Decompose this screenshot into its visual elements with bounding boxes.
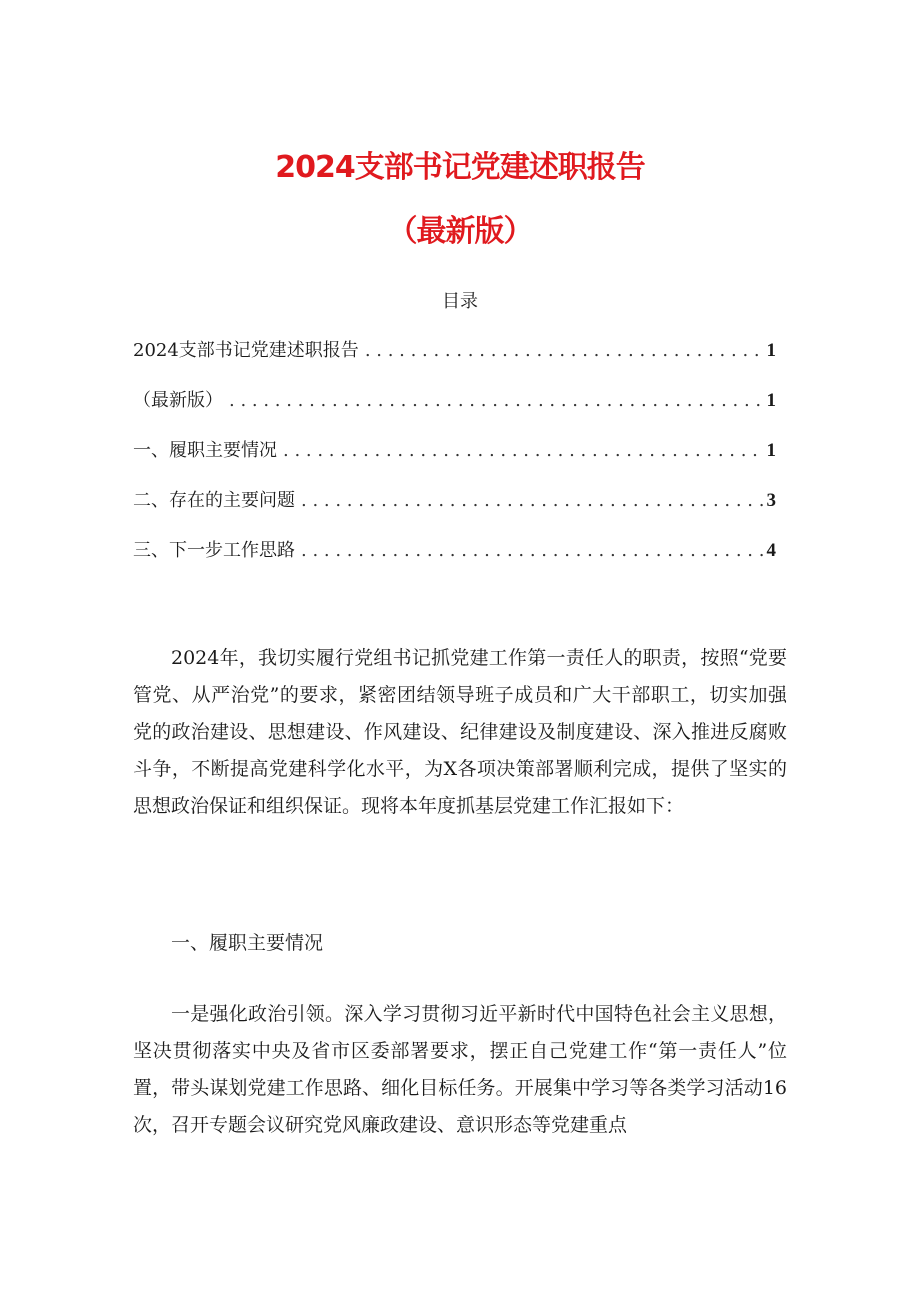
table-of-contents xyxy=(133,336,776,586)
toc-entry[interactable] xyxy=(133,386,776,436)
toc-entry[interactable] xyxy=(133,336,776,386)
toc-leader-dots xyxy=(283,440,763,461)
toc-entry-page: 1 xyxy=(766,440,776,461)
toc-heading: 目录 xyxy=(442,291,478,312)
body-paragraph: 一是强化政治引领。深入学习贯彻习近平新时代中国特色社会主义思想，坚决贯彻落实中央及省市区委部署要求，摆正自己党建工作“第一责任人”位置，带头谋划党建工作思路、细化目标任务。开展集中学习等各类学习活动16次，召开专题会议研究党风廉政建设、意识形态等党建重点 xyxy=(133,1003,787,1136)
toc-entry-page: 1 xyxy=(766,340,776,361)
toc-entry-label: 2024支部书记党建述职报告 xyxy=(133,340,359,361)
toc-leader-dots xyxy=(301,540,763,561)
toc-entry[interactable] xyxy=(133,436,776,486)
toc-leader-dots xyxy=(301,490,763,511)
toc-entry-label: 三、下一步工作思路 xyxy=(133,540,295,561)
toc-entry[interactable] xyxy=(133,536,776,586)
toc-entry-label: 二、存在的主要问题 xyxy=(133,490,295,511)
toc-entry-page: 4 xyxy=(766,540,776,561)
intro-paragraph: 2024年，我切实履行党组书记抓党建工作第一责任人的职责，按照“党要管党、从严治党”的要求，紧密团结领导班子成员和广大干部职工，切实加强党的政治建设、思想建设、作风建设、纪律建设及制度建设、深入推进反腐败斗争，不断提高党建科学化水平，为X各项决策部署顺利完成，提供了坚实的思想政治保证和组织保证。现将本年度抓基层党建工作汇报如下： xyxy=(133,647,787,817)
toc-entry[interactable] xyxy=(133,486,776,536)
toc-entry-page: 1 xyxy=(766,390,776,411)
toc-leader-dots xyxy=(365,340,763,361)
toc-leader-dots xyxy=(229,390,763,411)
toc-entry-label: （最新版） xyxy=(133,390,223,411)
document-subtitle: （最新版） xyxy=(387,214,533,249)
toc-entry-label: 一、履职主要情况 xyxy=(133,440,277,461)
document-title: 2024支部书记党建述职报告 xyxy=(275,150,645,185)
section-heading: 一、履职主要情况 xyxy=(171,932,324,954)
toc-entry-page: 3 xyxy=(766,490,776,511)
